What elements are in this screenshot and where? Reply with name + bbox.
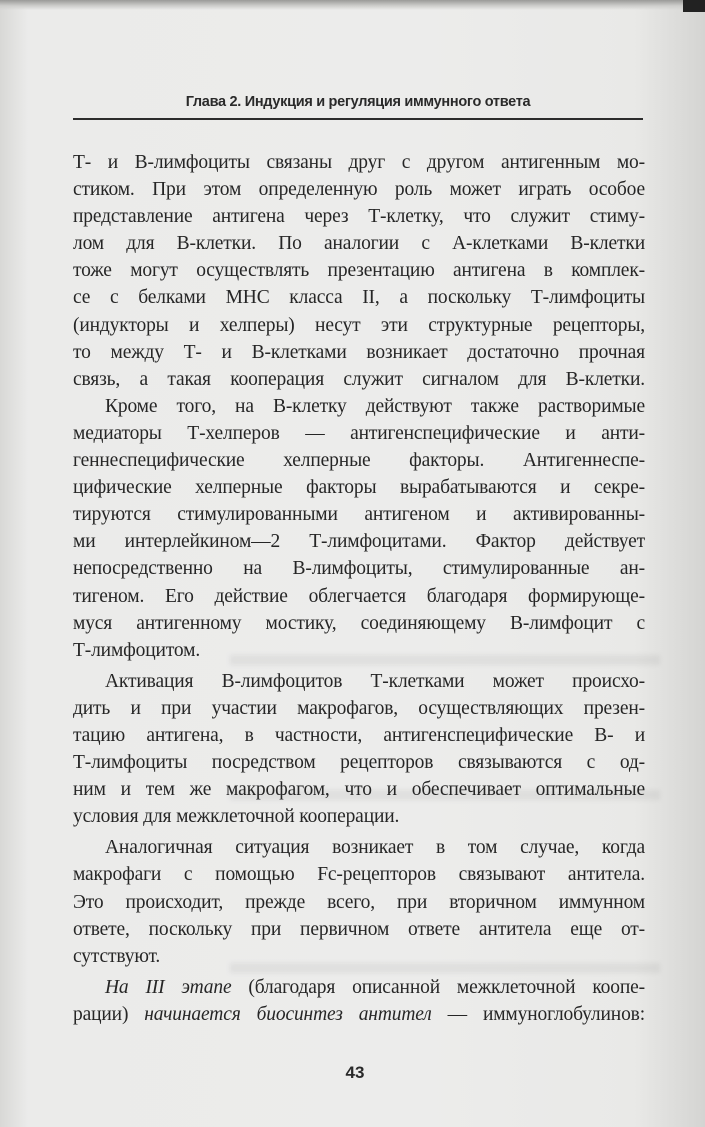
body-text [73,149,645,1028]
text-line: Это происходит, прежде всего, при вторичном иммунном [73,891,645,913]
text-line: ми интерлейкином—2 Т-лимфоцитами. Фактор действует [73,531,645,553]
text-line: тигеном. Его действие облегчается благодаря формирующе- [73,585,645,607]
text-line: ответе, поскольку при первичном ответе антитела еще от- [73,918,645,940]
text-line: Т-лимфоцитом. [73,639,201,661]
text-run: — иммуноглобулинов: [431,1003,645,1025]
text-line: (индукторы и хелперы) несут эти структурные рецепторы, [73,314,645,336]
text-line: Аналогичная ситуация возникает в том случае, когда [105,837,645,859]
text-line: дить и при участии макрофагов, осуществляющих презен- [73,697,645,719]
chapter-title: Глава 2. Индукция и регуляция иммунного ответа [185,94,531,110]
text-line [73,1001,645,1028]
page-number: 43 [345,1063,365,1082]
text-line: представление антигена через Т-клетку, что служит стиму- [73,206,645,228]
text-line: ним и тем же макрофагом, что и обеспечивает оптимальные [73,779,645,801]
text-line [73,974,645,1001]
text-line: тацию антигена, в частности, антигенспецифические В- и [73,724,645,746]
text-line: сутствуют. [73,945,161,967]
text-line: Кроме того, на В-клетку действуют также растворимые [105,395,645,417]
emphasis-stage: На III этапе [105,976,232,998]
scan-corner-mark [683,0,705,12]
text-line: цифические хелперные факторы вырабатываются и секре- [73,477,645,499]
text-line: условия для межклеточной кооперации. [73,806,400,828]
text-line: се с белками МНС класса II, а поскольку Т-лимфоциты [73,287,645,309]
text-line: то между Т- и В-клетками возникает достаточно прочная [73,341,645,363]
header-rule [73,118,643,120]
text-line: Активация В-лимфоцитов Т-клетками может происхо- [105,670,645,692]
text-line: муся антигенному мостику, соединяющему В-лимфоцит с [73,612,645,634]
text-line: стиком. При этом определенную роль может играть особое [73,179,645,201]
page-top-shadow [0,0,705,10]
text-line: Т-лимфоциты посредством рецепторов связываются с од- [73,752,645,774]
text-run: рации) [73,1003,145,1025]
text-line: Т- и В-лимфоциты связаны друг с другом антигенным мо- [73,152,645,173]
text-line: связь, а такая кооперация служит сигналом для В-клетки. [73,368,645,390]
text-line: геннеспецифические хелперные факторы. Антигеннеспе- [73,450,645,472]
emphasis-biosynthesis: начинается биосинтез антител [144,1003,432,1025]
text-line: непосредственно на В-лимфоциты, стимулированные ан- [73,558,645,580]
text-line: тируются стимулированными антигеном и активированны- [73,504,645,526]
text-line: макрофаги с помощью Fc-рецепторов связывают антитела. [73,864,645,886]
text-line: медиаторы Т-хелперов — антигенспецифические и анти- [73,422,645,444]
text-line: тоже могут осуществлять презентацию антигена в комплек- [73,260,645,282]
text-run: (благодаря описанной межклеточной коопе- [231,976,645,998]
text-line: лом для В-клетки. По аналогии с А-клетками В-клетки [73,233,645,255]
running-head [73,92,643,120]
